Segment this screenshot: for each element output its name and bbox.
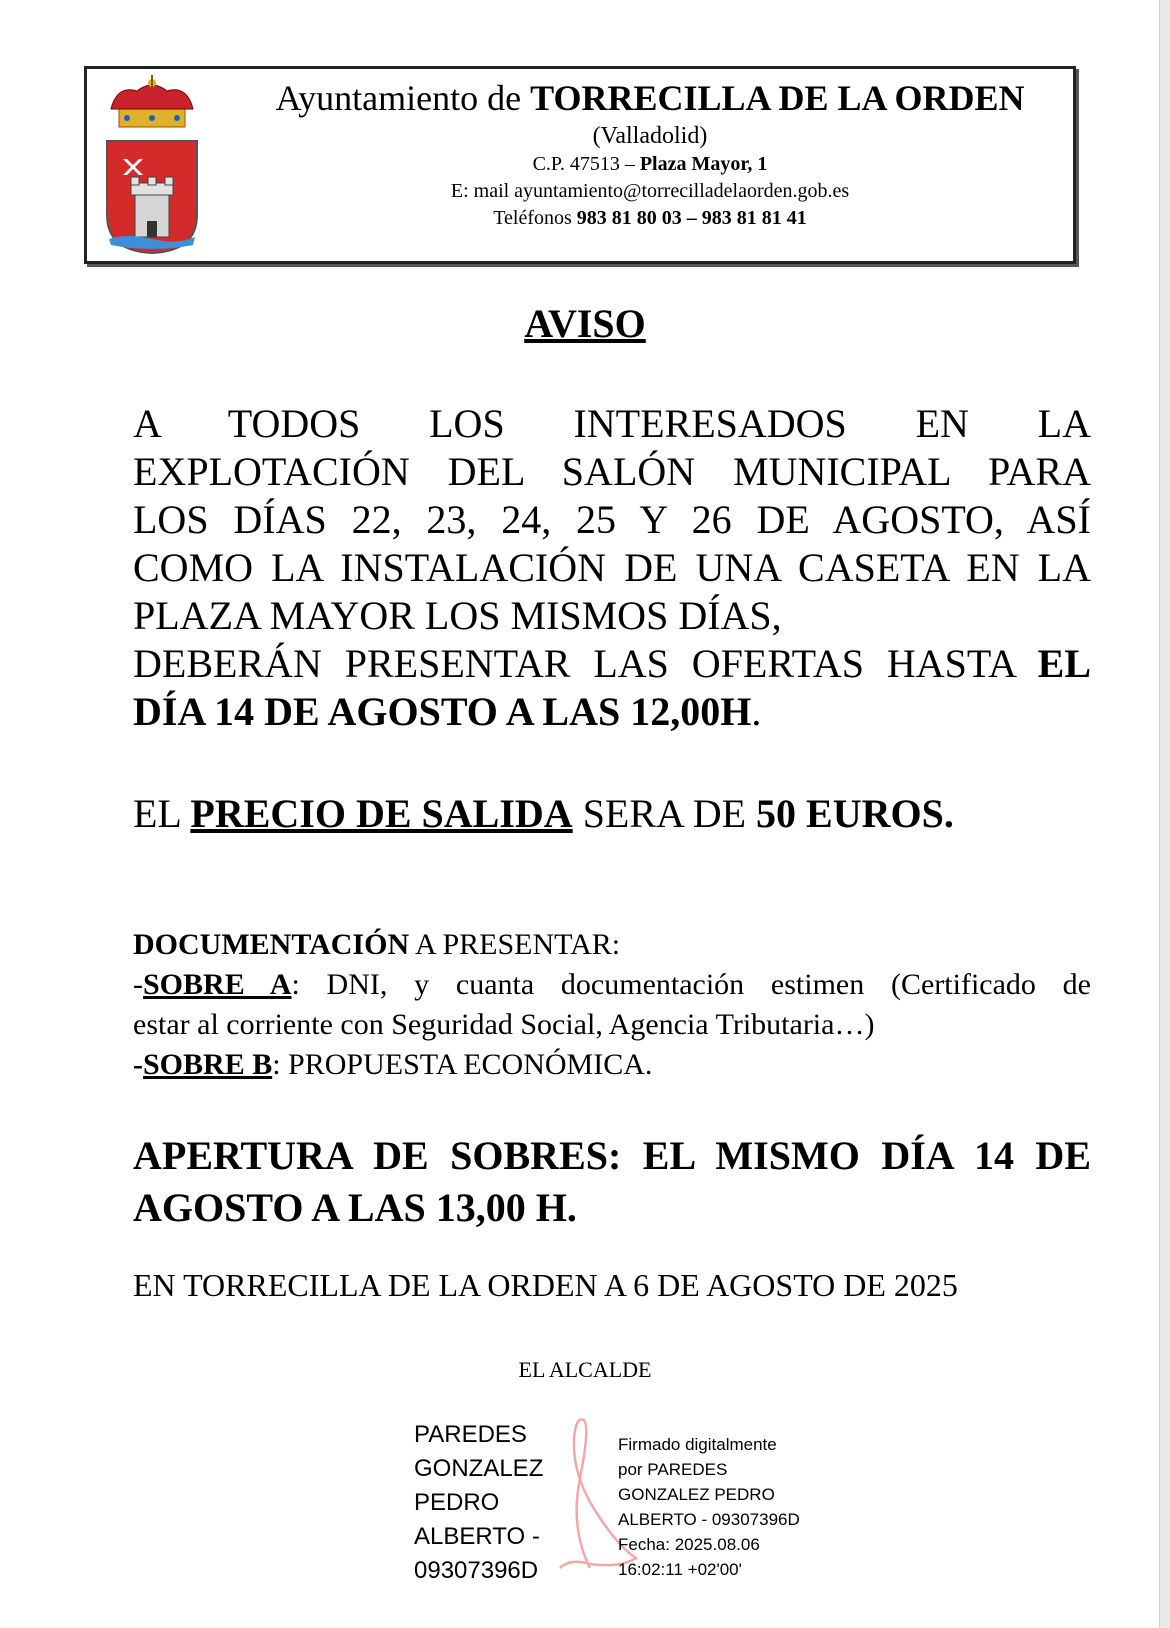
notice-line: LOS DÍAS 22, 23, 24, 25 Y 26 DE AGOSTO, ASÍ — [133, 497, 1091, 542]
sobre-a-line-cont: estar al corriente con Seguridad Social, Agencia Tributaria…) — [133, 1008, 875, 1041]
notice-line: PLAZA MAYOR LOS MISMOS DÍAS, — [133, 593, 782, 638]
notice-line: EXPLOTACIÓN DEL SALÓN MUNICIPAL PARA — [133, 449, 1091, 494]
postal-address: C.P. 47513 – Plaza Mayor, 1 — [532, 153, 768, 175]
notice-body — [133, 400, 1091, 736]
email-line: E: mail ayuntamiento@torrecilladelaorden.gob.es — [450, 180, 850, 202]
sobre-b-line: -SOBRE B: PROPUESTA ECONÓMICA. — [133, 1048, 653, 1081]
notice-line: COMO LA INSTALACIÓN DE UNA CASETA EN LA — [133, 545, 1091, 590]
phones-line: Teléfonos 983 81 80 03 – 983 81 81 41 — [493, 207, 807, 229]
signer-name: PAREDES GONZALEZ PEDRO ALBERTO - 09307396D — [414, 1421, 544, 1584]
documentation-heading: DOCUMENTACIÓN A PRESENTAR: — [133, 928, 621, 961]
org-name: TORRECILLA DE LA ORDEN — [530, 78, 1025, 118]
notice-line: A TODOS LOS INTERESADOS EN LA — [133, 401, 1091, 446]
coat-of-arms-icon — [97, 75, 207, 255]
letterhead — [84, 66, 1076, 264]
documentation-section — [133, 925, 1091, 1085]
starting-price: EL PRECIO DE SALIDA SERA DE 50 EUROS. — [133, 791, 954, 836]
org-title: Ayuntamiento de TORRECILLA DE LA ORDEN — [275, 78, 1025, 118]
page-edge — [1159, 0, 1170, 1628]
deadline-date-line: DÍA 14 DE AGOSTO A LAS 12,00H. — [133, 689, 762, 734]
signature-details: Firmado digitalmente por PAREDES GONZALEZ PEDRO ALBERTO - 09307396D Fecha: 2025.08.06 16:02:11 +02'00' — [618, 1435, 800, 1579]
place-date: EN TORRECILLA DE LA ORDEN A 6 DE AGOSTO DE 2025 — [133, 1267, 958, 1303]
price-value: 50 EUROS. — [756, 791, 954, 836]
deadline-line: DEBERÁN PRESENTAR LAS OFERTAS HASTA EL — [133, 641, 1091, 686]
province: (Valladolid) — [592, 123, 708, 149]
signer-role: EL ALCALDE — [518, 1357, 652, 1382]
envelope-opening: APERTURA DE SOBRES: EL MISMO DÍA 14 DE AGOSTO A LAS 13,00 H. — [133, 1133, 1091, 1230]
notice-title: AVISO — [524, 301, 646, 346]
sobre-a-line: -SOBRE A: DNI, y cuanta documentación estimen (Certificado de — [133, 968, 1091, 1001]
price-label: PRECIO DE SALIDA — [190, 791, 573, 836]
